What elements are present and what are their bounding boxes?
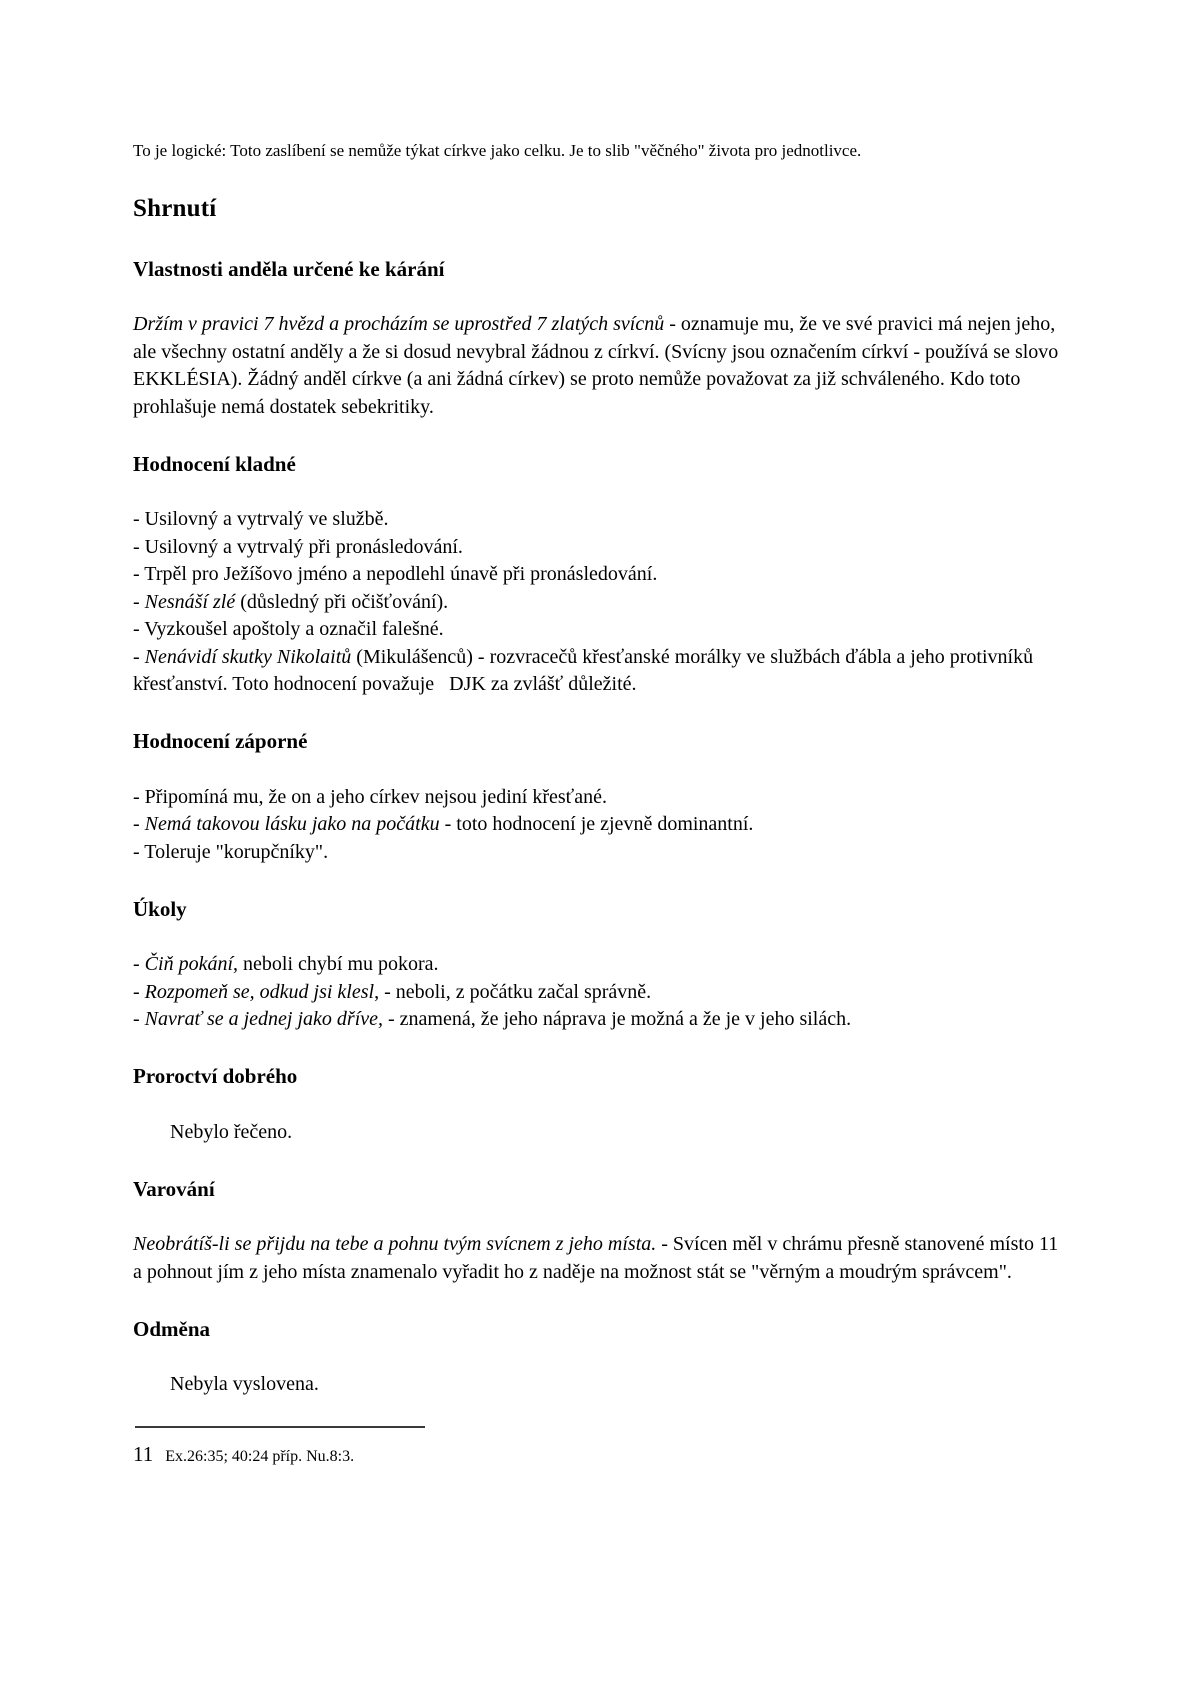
footnote-text: Ex.26:35; 40:24 příp. Nu.8:3. bbox=[165, 1448, 355, 1465]
vlastnosti-italic-lead: Držím v pravici 7 hvězd a procházím se uprostřed 7 zlatých svícnů bbox=[133, 313, 665, 335]
vlastnosti-text: - oznamuje mu, že ve své pravici má nejen jeho, ale všechny ostatní anděly a že si dosud nevybral žádnou z církví. (Svícny jsou označením církví - používá se slovo EKKLÉSIA). Žádný anděl církve (a ani žádná církev) se proto nemůže považovat za již schváleného. Kdo toto prohlašuje nemá dostatek sebekritiky. bbox=[133, 313, 1064, 418]
list-item: - Nenávidí skutky Nikolaitů (Mikulášenců) - rozvracečů křesťanské morálky ve službách ďábla a jeho protivníků křesťanství. Toto hodnocení považuje DJK za zvlášť důležité. bbox=[133, 645, 1039, 695]
paragraph-varovani bbox=[133, 1231, 1062, 1286]
list-ukoly bbox=[133, 951, 1062, 1034]
footnote-ref: 11 bbox=[133, 1442, 154, 1466]
section-heading-varovani: Varování bbox=[133, 1176, 215, 1201]
list-kladne bbox=[133, 506, 1062, 699]
section-heading-kladne: Hodnocení kladné bbox=[133, 451, 296, 476]
list-item: - Vyzkoušel apoštoly a označil falešné. bbox=[133, 618, 444, 640]
list-item: - Nesnáší zlé (důsledný při očišťování). bbox=[133, 590, 449, 613]
varovani-text: - Svícen měl v chrámu přesně stanovené místo 11 a pohnout jím z jeho místa znamenalo vyřadit ho z naděje na možnost stát se "věrným a moudrým správcem". bbox=[133, 1233, 1064, 1283]
intro-note: To je logické: Toto zaslíbení se nemůže týkat církve jako celku. Je to slib "věčného" života pro jednotlivce. bbox=[133, 141, 862, 160]
list-item: - Toleruje "korupčníky". bbox=[133, 840, 329, 863]
footnote-separator bbox=[135, 1426, 425, 1428]
varovani-italic-lead: Neobrátíš-li se přijdu na tebe a pohnu tvým svícnem z jeho místa. bbox=[133, 1233, 657, 1255]
proroctvi-text: Nebylo řečeno. bbox=[170, 1120, 293, 1143]
page-title: Shrnutí bbox=[133, 195, 217, 222]
paragraph-vlastnosti bbox=[133, 311, 1062, 421]
list-zaporne bbox=[133, 784, 1062, 867]
list-item: - Usilovný a vytrvalý ve službě. bbox=[133, 508, 389, 530]
footnote bbox=[133, 1442, 1062, 1469]
list-item: - Trpěl pro Ježíšovo jméno a nepodlehl únavě při pronásledování. bbox=[133, 563, 658, 585]
list-item: - Připomíná mu, že on a jeho církev nejsou jediní křesťané. bbox=[133, 785, 607, 808]
odmena-text: Nebyla vyslovena. bbox=[170, 1373, 319, 1395]
section-heading-zaporne: Hodnocení záporné bbox=[133, 729, 308, 753]
list-item: - Navrať se a jednej jako dříve, - znamená, že jeho náprava je možná a že je v jeho silách. bbox=[133, 1008, 852, 1030]
list-item: - Usilovný a vytrvalý při pronásledování. bbox=[133, 535, 463, 558]
list-item: - Čiň pokání, neboli chybí mu pokora. bbox=[133, 953, 439, 975]
section-heading-ukoly: Úkoly bbox=[133, 896, 187, 921]
section-heading-vlastnosti: Vlastnosti anděla určené ke kárání bbox=[133, 256, 445, 281]
section-heading-odmena: Odměna bbox=[133, 1316, 211, 1341]
section-heading-proroctvi: Proroctví dobrého bbox=[133, 1064, 298, 1088]
list-item: - Nemá takovou lásku jako na počátku - toto hodnocení je zjevně dominantní. bbox=[133, 813, 754, 835]
list-item: - Rozpomeň se, odkud jsi klesl, - neboli, z počátku začal správně. bbox=[133, 980, 652, 1003]
